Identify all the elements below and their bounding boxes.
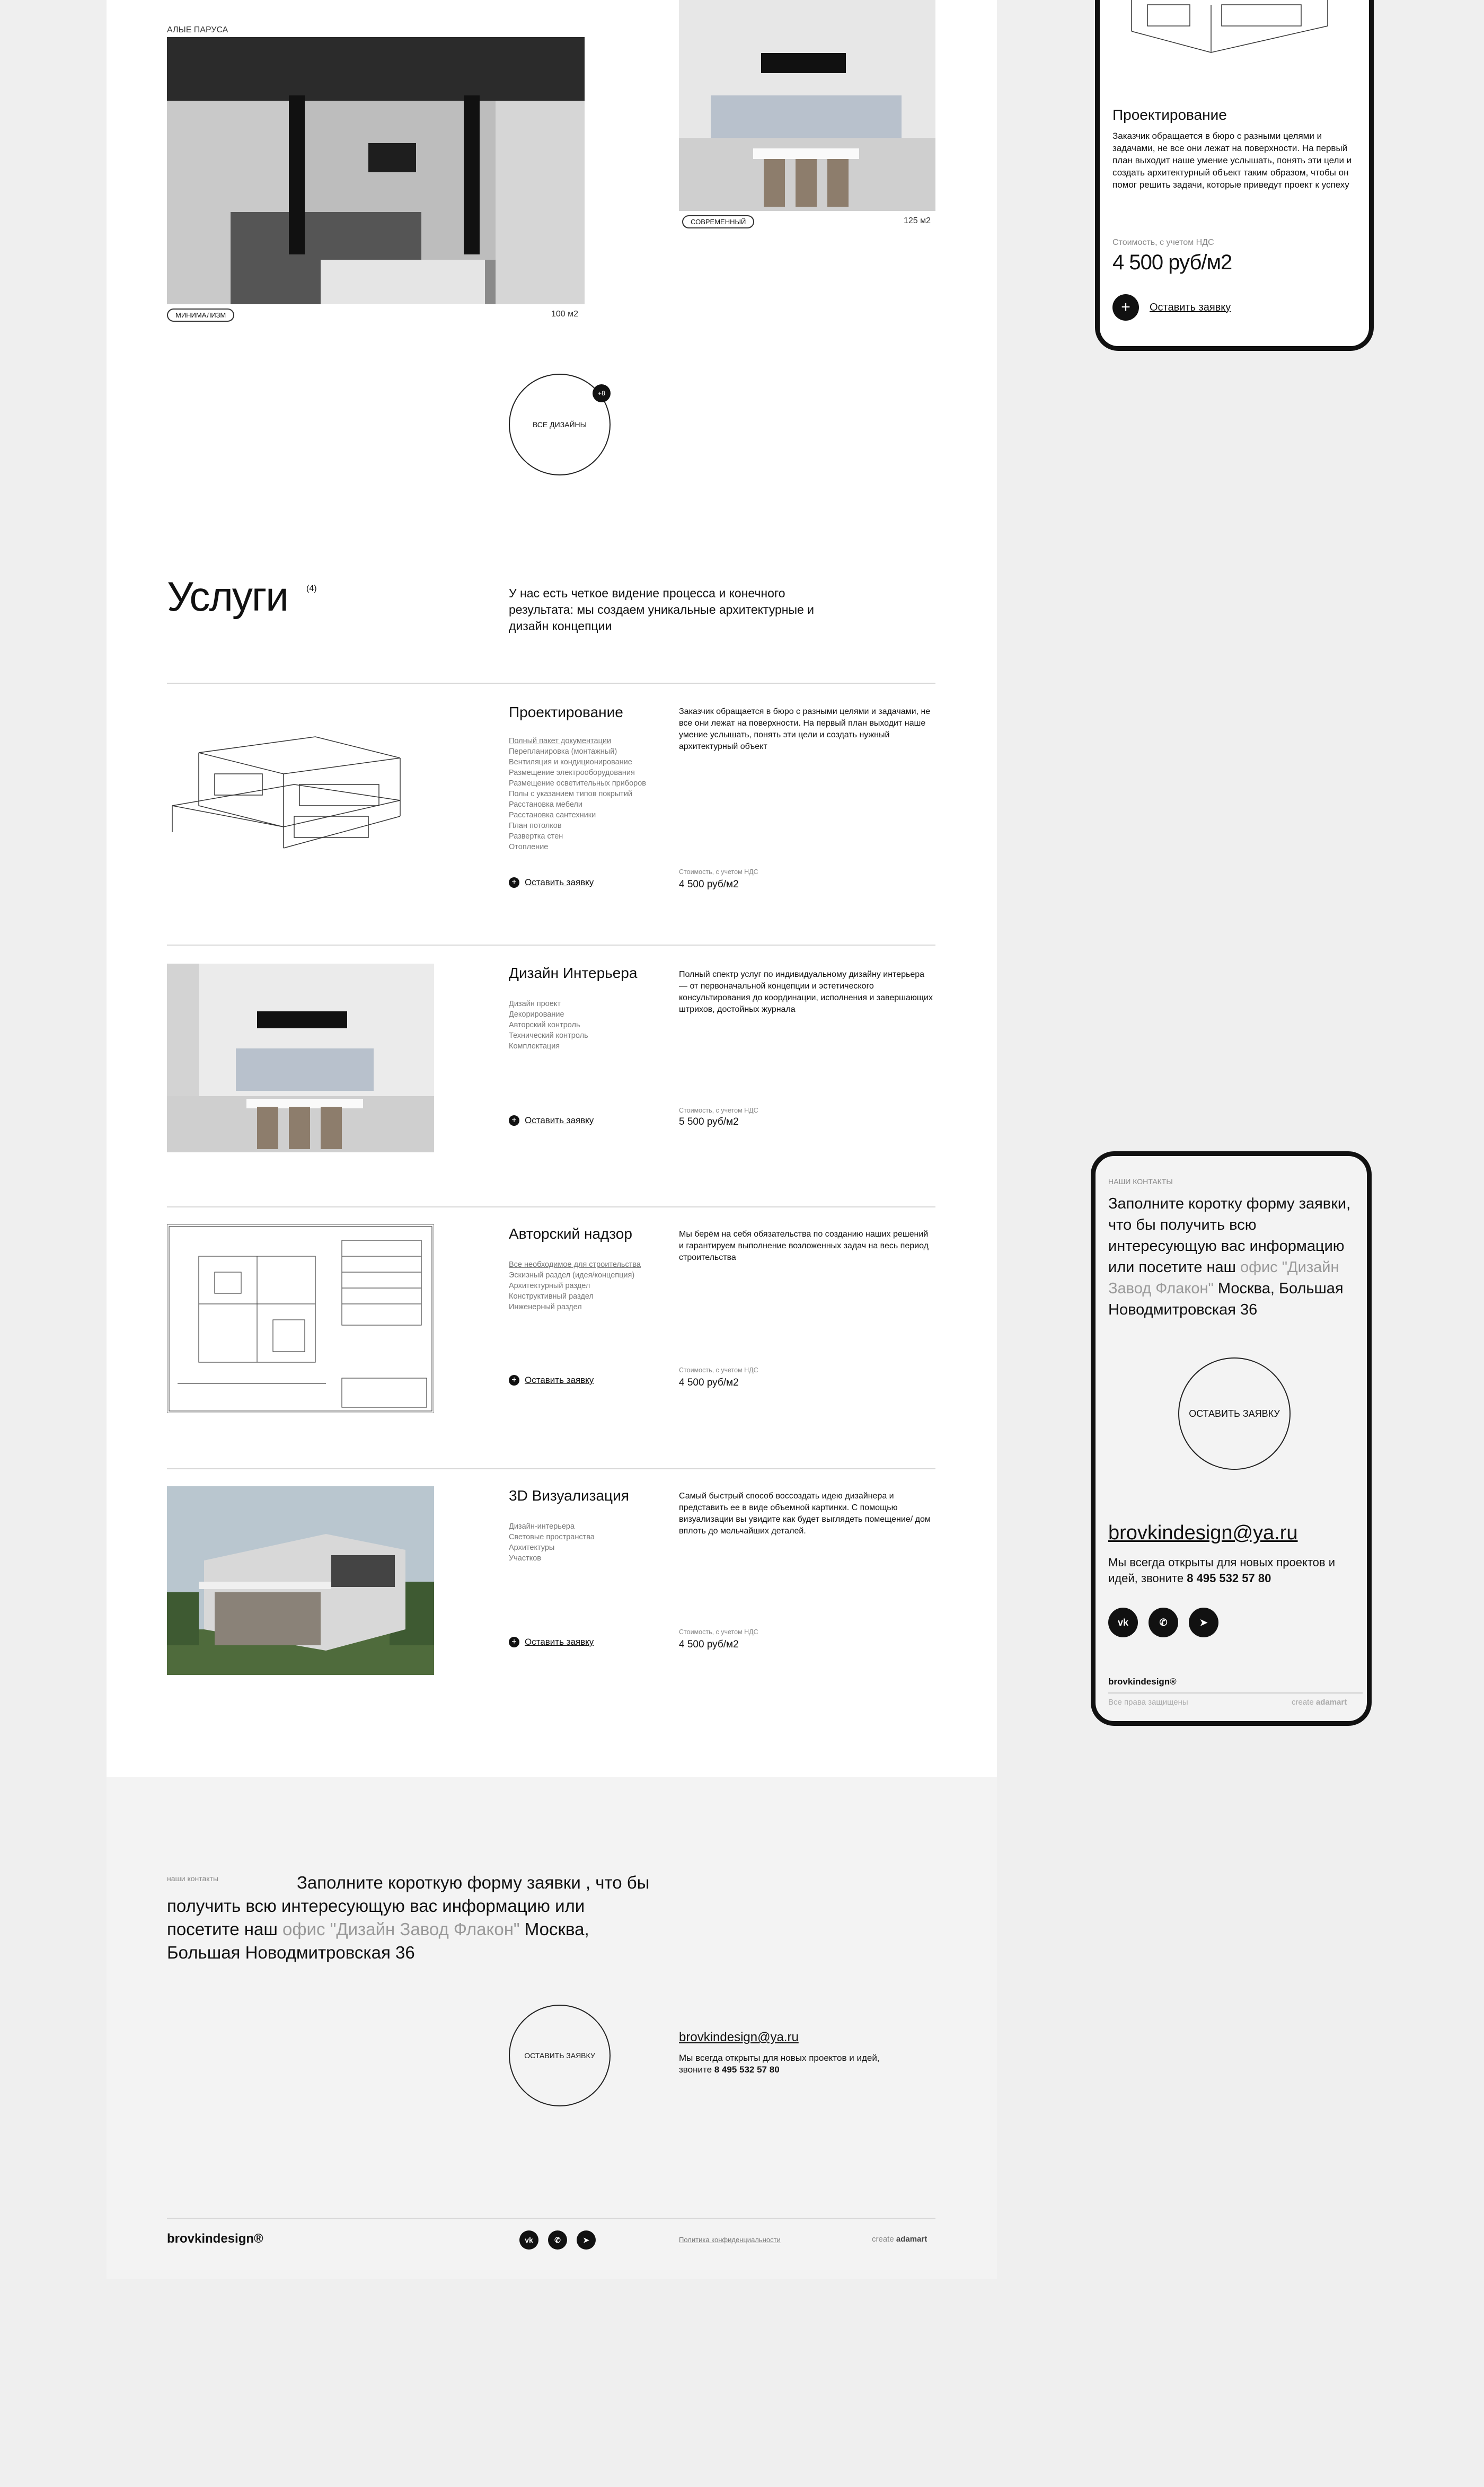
service-feature: Размещение электрооборудования: [509, 769, 635, 777]
office-link[interactable]: офис "Дизайн Завод Флакон": [282, 1919, 520, 1939]
mobile-email-link[interactable]: brovkindesign@ya.ru: [1108, 1522, 1298, 1544]
price-label: Стоимость, с учетом НДС: [679, 1107, 758, 1114]
contacts-heading-lead: Заполните короткую форму заявки ,: [297, 1873, 591, 1892]
social-links: [519, 2230, 596, 2250]
mobile-address: Москва, Большая Новодмитровская 36: [1108, 1280, 1344, 1318]
price-label: Стоимость, с учетом НДС: [679, 868, 758, 876]
project-area: 125 м2: [904, 216, 931, 225]
project-area: 100 м2: [551, 310, 579, 319]
mobile-note-text: Мы всегда открыты для новых проектов и идей, звоните: [1108, 1556, 1335, 1585]
order-button[interactable]: [509, 877, 594, 888]
contacts-label: наши контакты: [167, 1874, 219, 1883]
service-feature: Дизайн проект: [509, 1000, 561, 1008]
plus-icon: +: [1112, 294, 1139, 321]
service-feature: Конструктивный раздел: [509, 1292, 594, 1301]
style-tag-minimalism: МИНИМАЛИЗМ: [167, 308, 234, 322]
service-description: Самый быстрый способ воссоздать идею дизайнера и представить ее в виде объемной картинки. С помощью визуализации вы увидите как будет выглядеть помещение/ дом вплоть до мельчайших деталей.: [679, 1492, 931, 1536]
order-button[interactable]: [509, 1637, 594, 1647]
credit-prefix: create: [872, 2235, 894, 2244]
credit-name: adamart: [896, 2235, 928, 2244]
service-feature: Отопление: [509, 843, 549, 851]
mobile-price-label: Стоимость, с учетом НДС: [1112, 238, 1214, 247]
mobile-mockup-contacts: [1091, 1151, 1372, 1726]
contacts-heading-rest: что бы получить всю интересующую вас информацию или посетите наш: [167, 1873, 650, 1939]
contacts-heading: [167, 1871, 655, 1964]
vk-icon[interactable]: vk: [519, 2230, 538, 2250]
service-description: Заказчик обращается в бюро с разными целями и задачами, не все они лежат на поверхности. На первый план выходит наше умение услышать, понять эти цели и создать нужный архитектурный объект: [679, 707, 931, 751]
contacts-note: [679, 2052, 891, 2076]
service-feature: Комплектация: [509, 1042, 560, 1051]
style-tag-modern: СОВРЕМЕННЫЙ: [682, 215, 754, 228]
mobile-office-link[interactable]: офис "Дизайн Завод Флакон": [1108, 1259, 1339, 1297]
mobile-order-label: Оставить заявку: [1150, 301, 1231, 313]
house-sketch-icon: [167, 721, 432, 853]
service-feature: Инженерный раздел: [509, 1303, 582, 1311]
order-label: Оставить заявку: [525, 877, 594, 887]
contacts-note-text: Мы всегда открыты для новых проектов и идей, звоните: [679, 2053, 880, 2075]
contacts-address: Москва, Большая Новодмитровская 36: [167, 1919, 589, 1962]
order-button[interactable]: [509, 1375, 594, 1386]
service-name: Проектирование: [509, 704, 623, 720]
service-features-list: [509, 1521, 662, 1564]
service-feature: Размещение осветительных приборов: [509, 779, 646, 788]
mobile-service-description: Заказчик обращается в бюро с разными целями и задачами, не все они лежат на поверхности. На первый план выходит наше умение услышать, понять эти цели и создать архитектурный объект таким образом, чтобы он помог решить задачи, которые приведут проект к успеху: [1112, 131, 1352, 190]
mobile-footer-logo[interactable]: brovkindesign®: [1108, 1677, 1177, 1687]
mobile-phone-link[interactable]: 8 495 532 57 80: [1187, 1572, 1271, 1585]
service-feature: Архитектуры: [509, 1544, 555, 1552]
mobile-order-button[interactable]: [1112, 294, 1231, 321]
mobile-social-links: [1108, 1608, 1218, 1637]
mobile-contacts-note: [1108, 1555, 1363, 1586]
divider: [167, 683, 935, 684]
service-image-interior: [167, 964, 434, 1152]
house-render-photo: [167, 1486, 434, 1675]
service-feature: Развертка стен: [509, 832, 563, 841]
order-label: Оставить заявку: [525, 1637, 594, 1647]
divider: [167, 1468, 935, 1469]
submit-request-label: ОСТАВИТЬ ЗАЯВКУ: [524, 2051, 595, 2060]
mobile-submit-button[interactable]: [1178, 1357, 1291, 1470]
service-feature: Перепланировка (монтажный): [509, 747, 617, 756]
telegram-icon[interactable]: ➤: [577, 2230, 596, 2250]
phone-link[interactable]: 8 495 532 57 80: [714, 2065, 780, 2075]
service-name: Авторский надзор: [509, 1225, 632, 1242]
mobile-credit[interactable]: [1292, 1698, 1347, 1707]
mobile-mockup-services: [1095, 0, 1374, 351]
project-image-living-room[interactable]: [167, 37, 585, 304]
service-feature[interactable]: Полный пакет документации: [509, 737, 612, 745]
price-label: Стоимость, с учетом НДС: [679, 1628, 758, 1636]
service-feature: Технический контроль: [509, 1031, 588, 1040]
email-link[interactable]: brovkindesign@ya.ru: [679, 2030, 799, 2044]
divider: [167, 1206, 935, 1207]
credit-prefix: create: [1292, 1698, 1314, 1707]
order-label: Оставить заявку: [525, 1115, 594, 1125]
service-feature: Вентиляция и кондиционирование: [509, 758, 632, 766]
service-feature: Участков: [509, 1554, 541, 1563]
plus-icon: +: [509, 877, 519, 888]
project-title: АЛЫЕ ПАРУСА: [167, 25, 228, 34]
project-image-kitchen[interactable]: [679, 0, 935, 211]
service-price: 4 500 руб/м2: [679, 1377, 739, 1388]
order-button[interactable]: [509, 1115, 594, 1126]
mobile-rights: Все права защищены: [1108, 1698, 1188, 1707]
credit[interactable]: [872, 2235, 927, 2244]
service-features-list: [509, 999, 662, 1052]
divider: [1108, 1692, 1363, 1694]
services-title: Услуги: [167, 573, 288, 620]
privacy-policy-link[interactable]: Политика конфиденциальности: [679, 2236, 781, 2244]
service-feature: Расстановка сантехники: [509, 811, 596, 819]
telegram-icon[interactable]: ➤: [1189, 1608, 1218, 1637]
service-features-list: [509, 736, 662, 852]
service-price: 4 500 руб/м2: [679, 879, 739, 890]
service-description: Мы берём на себя обязательства по созданию наших решений и гарантируем выполнение возложенных задач на весь период строительства: [679, 1230, 929, 1262]
blueprint-drawing: [167, 1224, 434, 1413]
service-feature: Декорирование: [509, 1010, 564, 1019]
service-price: 4 500 руб/м2: [679, 1639, 739, 1650]
service-feature: Полы с указанием типов покрытий: [509, 790, 633, 798]
services-intro: У нас есть четкое видение процесса и конечного результата: мы создаем уникальные архитектурные и дизайн концепции: [509, 586, 815, 633]
order-label: Оставить заявку: [525, 1375, 594, 1385]
service-feature: Дизайн-интерьера: [509, 1522, 575, 1531]
service-price: 5 500 руб/м2: [679, 1116, 739, 1127]
whatsapp-icon[interactable]: ✆: [1149, 1608, 1178, 1637]
plus-icon: +: [509, 1115, 519, 1126]
services-count: (4): [306, 584, 317, 593]
service-feature: Расстановка мебели: [509, 800, 582, 809]
price-label: Стоимость, с учетом НДС: [679, 1366, 758, 1374]
service-description: Полный спектр услуг по индивидуальному дизайну интерьера — от первоначальной концепции и эстетического консультирования до координации, исполнения и завершающих штрихов, достойных журнала: [679, 970, 933, 1014]
service-feature: Световые пространства: [509, 1533, 595, 1541]
vk-icon[interactable]: vk: [1108, 1608, 1138, 1637]
service-name: Дизайн Интерьера: [509, 965, 638, 981]
plus-icon: +: [509, 1375, 519, 1386]
plus-icon: +: [509, 1637, 519, 1647]
service-feature: Авторский контроль: [509, 1021, 580, 1029]
mobile-heading-text: Заполните коротку форму заявки, что бы получить всю интересующую вас информацию или посетите наш: [1108, 1195, 1351, 1276]
submit-request-button[interactable]: [509, 2005, 611, 2106]
footer-logo[interactable]: brovkindesign®: [167, 2232, 263, 2246]
designs-count-badge: +8: [593, 384, 611, 402]
service-name: 3D Визуализация: [509, 1487, 629, 1504]
mobile-price: 4 500 руб/м2: [1112, 251, 1232, 274]
service-feature[interactable]: Все необходимое для строительства: [509, 1260, 641, 1269]
mobile-contacts-label: НАШИ КОНТАКТЫ: [1108, 1177, 1173, 1186]
mobile-contacts-heading: [1108, 1193, 1363, 1320]
mobile-submit-label: ОСТАВИТЬ ЗАЯВКУ: [1189, 1408, 1280, 1419]
mobile-service-title: Проектирование: [1112, 107, 1227, 123]
divider: [167, 945, 935, 946]
whatsapp-icon[interactable]: ✆: [548, 2230, 567, 2250]
credit-name: adamart: [1315, 1698, 1347, 1707]
all-designs-label: ВСЕ ДИЗАЙНЫ: [532, 420, 587, 429]
divider: [167, 2218, 935, 2219]
service-features-list: [509, 1259, 662, 1312]
service-feature: Архитектурный раздел: [509, 1282, 590, 1290]
house-sketch-icon: [1116, 0, 1359, 58]
service-feature: План потолков: [509, 822, 562, 830]
service-feature: Эскизный раздел (идея/концепция): [509, 1271, 635, 1280]
